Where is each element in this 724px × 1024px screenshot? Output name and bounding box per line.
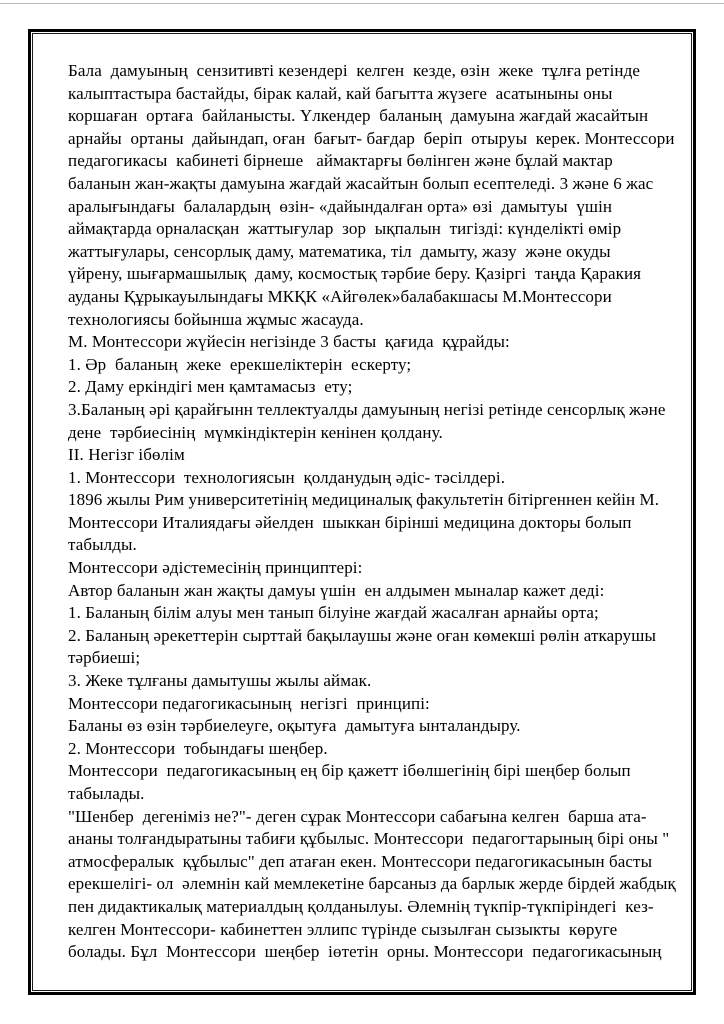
text-line: тәрбиеші; — [68, 648, 141, 668]
text-line: табылды. — [68, 535, 137, 555]
document-text — [68, 60, 687, 986]
text-line: Автор баланын жан жақты дамуы үшін ен алдымен мыналар кажет деді: — [68, 580, 605, 600]
text-line: келген Монтессори- кабинеттен эллипс түрінде сызылған сызыкты көруге — [68, 919, 618, 939]
text-line: үйрену, шығармашылық даму, космостық тәрбие беру. Қазіргі таңда Қаракия — [68, 264, 642, 284]
text-line: технологиясы бойынша жұмыс жасауда. — [68, 309, 364, 329]
text-line: "Шенбер дегеніміз не?"- деген сұрак Монтессори сабағына келген барша ата- — [68, 806, 647, 826]
text-line: коршаған ортаға байланысты. Үлкендер баланың дамуына жағдай жасайтын — [68, 106, 649, 126]
text-line: баланын жан-жақты дамуына жағдай жасайтын болып есептеледі. 3 және 6 жас — [68, 173, 654, 193]
text-line: атмосфералык құбылыс" деп атаған екен. Монтессори педагогикасынын басты — [68, 851, 653, 871]
page-border-inner — [32, 33, 692, 991]
text-line: 2. Даму еркіндігі мен қамтамасыз ету; — [68, 377, 353, 397]
text-line: Монтессори педагогикасының негізгі принципі: — [68, 693, 430, 713]
text-line: 1. Монтессори технологиясын қолданудың әдіс- тәсілдері. — [68, 467, 506, 487]
text-line: 3. Жеке тұлғаны дамытушы жылы аймак. — [68, 671, 372, 691]
text-line: педагогикасы кабинеті бірнеше аймактарғы бөлінген және бұлай мактар — [68, 151, 613, 171]
text-line: аралығындағы балалардың өзін- «дайындалған орта» өзі дамытуы үшін — [68, 196, 613, 216]
text-line: Монтессори педагогикасының ең бір қажетт ібөлшегінің бірі шеңбер болып — [68, 761, 631, 781]
text-line: болады. Бұл Монтессори шеңбер іөтетін орны. Монтессори педагогикасының — [68, 942, 662, 962]
scan-artifact-line — [0, 3, 724, 4]
text-line: арнайы ортаны дайындап, оған бағыт- бағдар беріп отыруы керек. Монтессори — [68, 128, 675, 148]
text-line: Баланы өз өзін тәрбиелеуге, оқытуға дамытуға ынталандыру. — [68, 716, 521, 736]
text-line: Бала дамуының сензитивті кезендері келген кезде, өзін жеке тұлға ретінде — [68, 61, 640, 80]
text-line: калыптастыра бастайды, бірак калай, кай багытта жүзеге асатыныны оны — [68, 83, 613, 103]
text-line: жаттығулары, сенсорлық даму, математика, тіл дамыту, жазу және окуды — [68, 241, 611, 261]
text-line: 1. Баланың білім алуы мен танып білуіне жағдай жасалған арнайы орта; — [68, 603, 599, 623]
text-line: ауданы Құрыкауылындағы МКҚК «Айгөлек»балабакшасы М.Монтессори — [68, 286, 612, 306]
text-line: II. Негізг ібөлім — [68, 445, 185, 465]
text-line: 1896 жылы Рим университетінің медициналық факультетін бітіргеннен кейін М. — [68, 490, 660, 510]
text-line: пен дидактикалық материалдың қолданылуы. Әлемнің түкпір-түкпіріндегі кез- — [68, 896, 654, 916]
page-border-frame — [28, 29, 696, 995]
text-line: аймақтарда орналасқан жаттығулар зор ықпалын тигізді: күнделікті өмір — [68, 219, 622, 239]
text-line: 1. Әр баланың жеке ерекшеліктерін ескерту; — [68, 354, 412, 374]
text-line: Монтессори әдістемесінің принциптері: — [68, 558, 363, 578]
text-line: дене тәрбиесінің мүмкіндіктерін кенінен қолдану. — [68, 422, 443, 442]
text-line: 2. Баланың әрекеттерін сырттай бақылаушы және оған көмекші рөлін аткарушы — [68, 625, 656, 645]
text-line: 3.Баланың әрі қарайғынн теллектуалды дамуының негізі ретінде сенсорлық және — [68, 399, 666, 419]
text-line: ананы толғандыратыны табиғи құбылыс. Монтессори педагогтарының бірі оны " — [68, 829, 670, 849]
text-line: ерекшелігі- ол әлемнін кай мемлекетіне барсаныз да барлык жерде бірдей жабдық — [68, 874, 676, 894]
text-line: М. Монтессори жүйесін негізінде 3 басты қағида құрайды: — [68, 332, 510, 352]
text-line: Монтессори Италиядағы әйелден шыккан бірінші медицина докторы болып — [68, 512, 632, 532]
text-line: табылады. — [68, 784, 145, 803]
text-line: 2. Монтессори тобындағы шеңбер. — [68, 738, 328, 758]
